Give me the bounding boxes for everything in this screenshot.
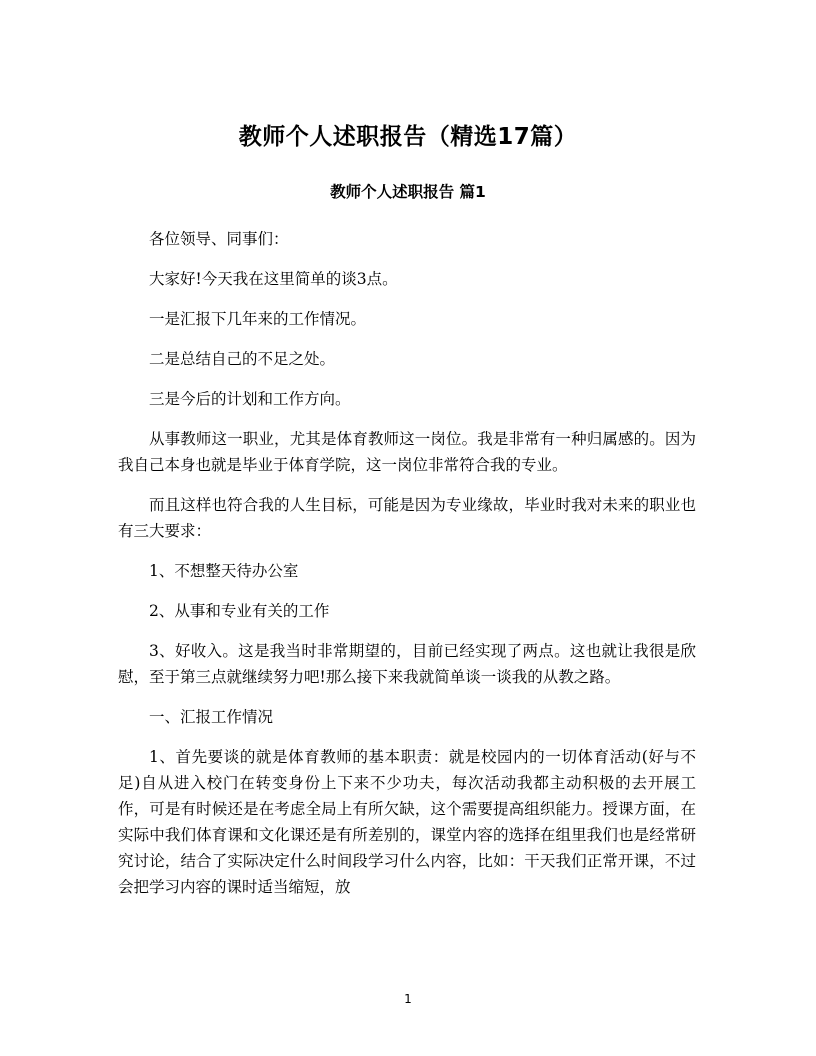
paragraph: 从事教师这一职业，尤其是体育教师这一岗位。我是非常有一种归属感的。因为我自己本身也就是毕业于体育学院，这一岗位非常符合我的专业。 <box>118 430 696 474</box>
paragraph: 三是今后的计划和工作方向。 <box>149 390 351 408</box>
paragraph: 大家好!今天我在这里简单的谈3点。 <box>149 270 398 288</box>
paragraph: 各位领导、同事们： <box>149 230 289 248</box>
list-item: 2、从事和专业有关的工作 <box>149 602 330 620</box>
paragraph: 1、首先要谈的就是体育教师的基本职责：就是校园内的一切体育活动(好与不足)自从进入校门在转变身份上下来不少功夫，每次活动我都主动积极的去开展工作，可是有时候还是在考虑全局上有所欠缺，这个需要提高组织能力。授课方面，在实际中我们体育课和文化课还是有所差别的，课堂内容的选择在组里我们也是经常研究讨论，结合了实际决定什么时间段学习什么内容，比如：干天我们正常开课，不过会把学习内容的课时适当缩短，放 <box>118 748 696 896</box>
paragraph: 二是总结自己的不足之处。 <box>149 350 336 368</box>
list-item: 3、好收入。这是我当时非常期望的，目前已经实现了两点。这也就让我很是欣慰，至于第三点就继续努力吧!那么接下来我就简单谈一谈我的从教之路。 <box>118 642 696 686</box>
document-title: 教师个人述职报告（精选17篇） <box>238 124 578 150</box>
list-item: 1、不想整天待办公室 <box>149 562 299 580</box>
page-number: 1 <box>404 992 412 1006</box>
subsection-heading: 一、汇报工作情况 <box>149 708 274 726</box>
document-body <box>118 226 696 914</box>
paragraph: 一是汇报下几年来的工作情况。 <box>149 310 367 328</box>
paragraph: 而且这样也符合我的人生目标，可能是因为专业缘故，毕业时我对未来的职业也有三大要求： <box>118 496 696 540</box>
section-heading: 教师个人述职报告 篇1 <box>330 183 486 201</box>
